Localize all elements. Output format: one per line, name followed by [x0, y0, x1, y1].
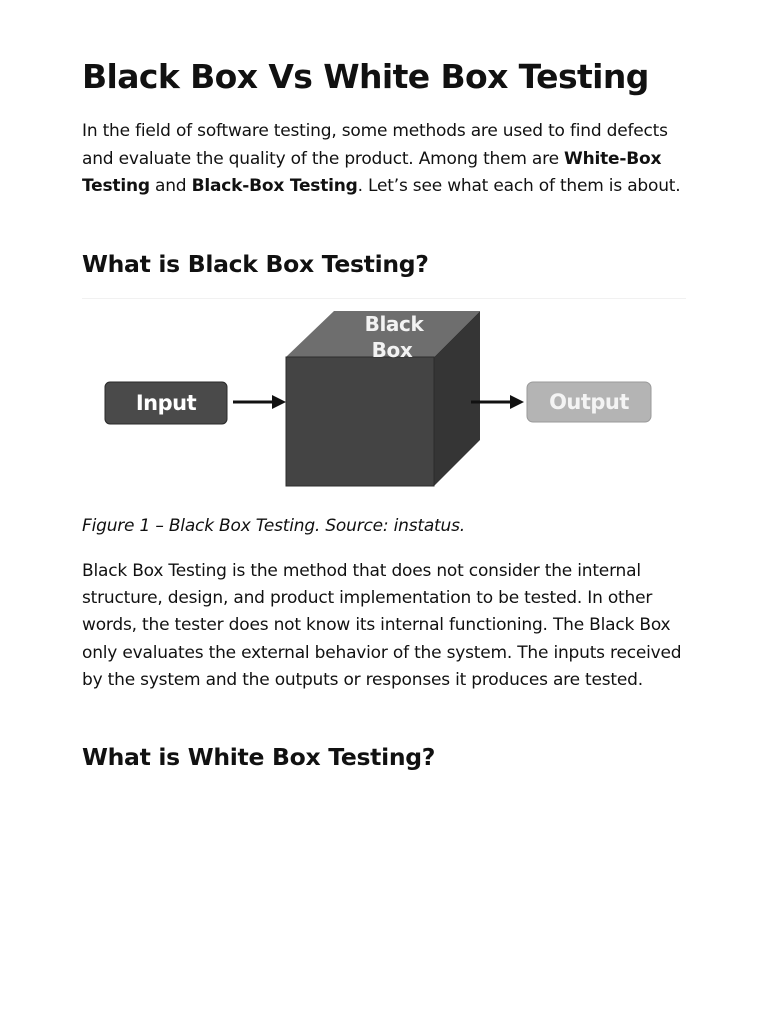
black-box-diagram	[82, 298, 686, 493]
intro-text-2: and	[149, 176, 192, 196]
box-front-face	[286, 357, 434, 486]
section-heading-white-box: What is White Box Testing?	[82, 743, 436, 771]
section-heading-black-box: What is Black Box Testing?	[82, 250, 429, 278]
input-label: Input	[135, 391, 197, 415]
output-label: Output	[549, 390, 629, 414]
black-box-description: Black Box Testing is the method that does not consider the internal structure, design, and product implementation to be tested. In other words, the tester does not know its internal functioning. The Black Box only evaluates the external behavior of the system. The inputs received by the system and the outputs or responses it produces are tested.	[82, 561, 682, 690]
box-label-line1: Black	[364, 312, 424, 336]
intro-text-3: . Let’s see what each of them is about.	[357, 176, 681, 196]
intro-bold-white-box: White-Box Testing	[82, 148, 662, 196]
arrow-head-output	[510, 395, 524, 409]
box-label-line2: Box	[371, 338, 413, 362]
figure-top-rule	[82, 298, 686, 299]
intro-paragraph	[82, 118, 692, 201]
intro-bold-black-box: Black-Box Testing	[191, 176, 358, 196]
black-box-diagram-svg	[82, 298, 686, 493]
intro-text-1: In the field of software testing, some methods are used to find defects and evaluate the quality of the product. Among them are	[82, 121, 668, 169]
arrow-head-input	[272, 395, 286, 409]
page-title: Black Box Vs White Box Testing	[82, 57, 649, 96]
figure-caption: Figure 1 – Black Box Testing. Source: instatus.	[82, 516, 465, 536]
